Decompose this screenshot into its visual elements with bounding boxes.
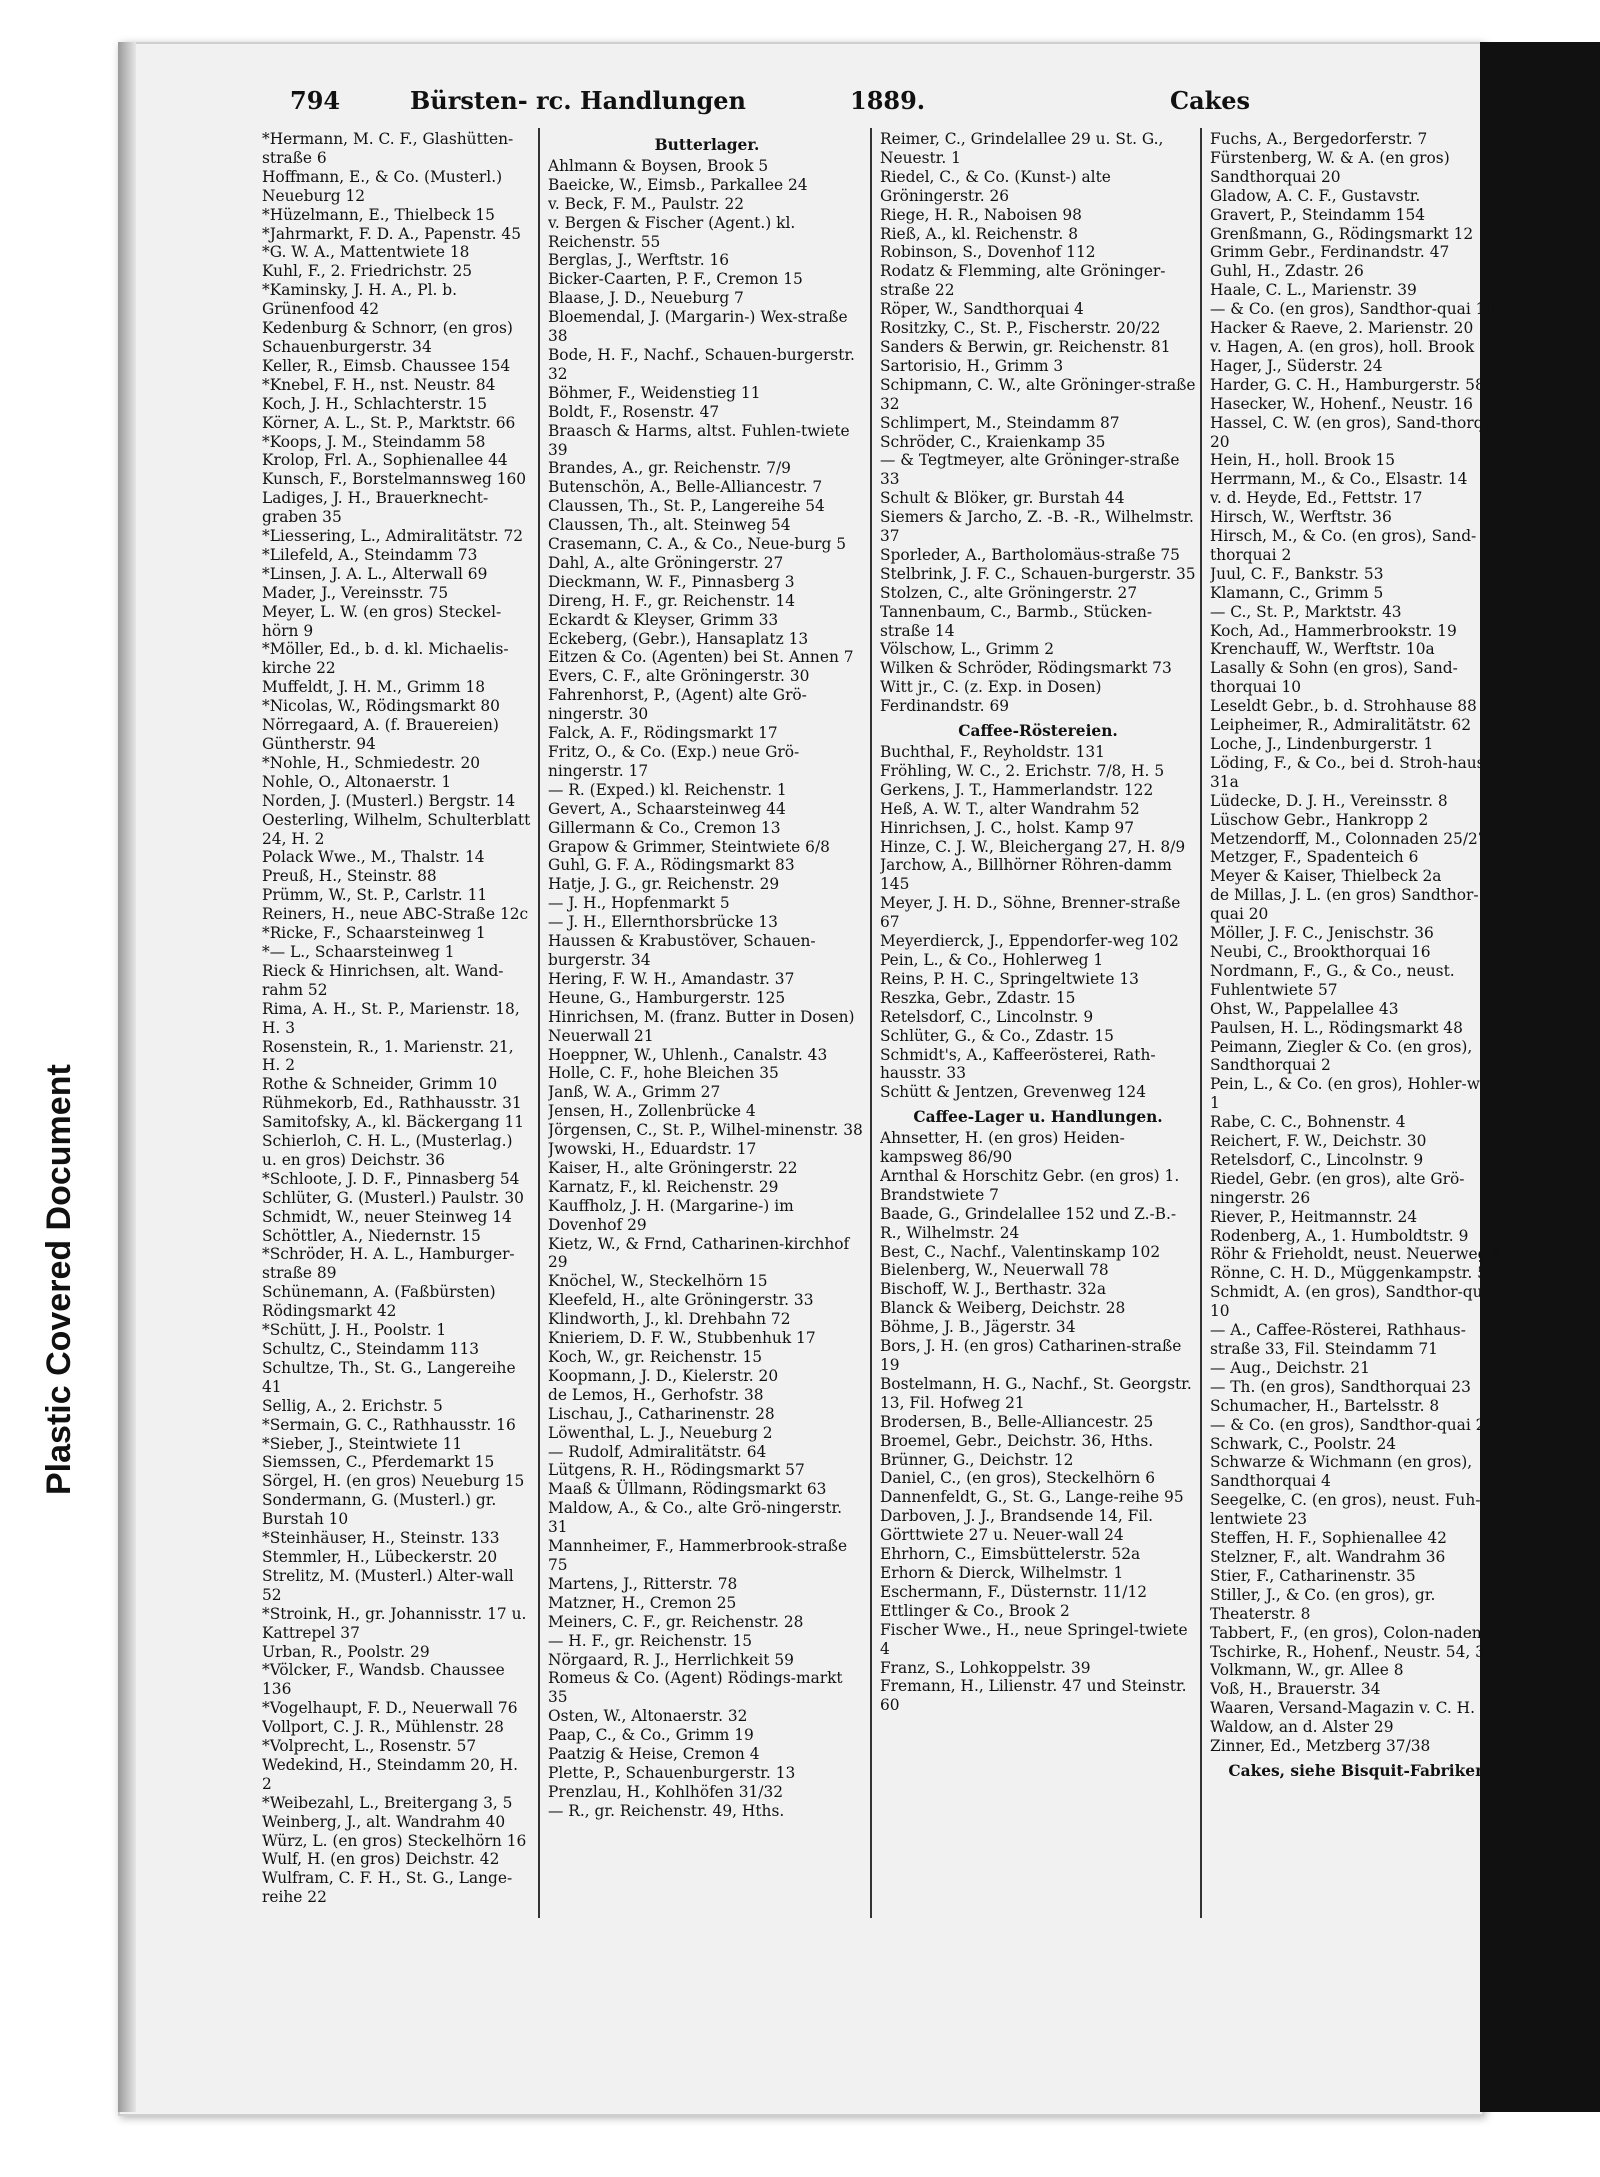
- directory-entry: Sartorisio, H., Grimm 3: [880, 356, 1064, 375]
- directory-entry: Direng, H. F., gr. Reichenstr. 14: [548, 591, 796, 610]
- directory-entry: Hassel, C. W. (en gros), Sand-thorquai 20: [1210, 413, 1508, 451]
- column-1: [262, 130, 532, 1910]
- directory-entry: Rositzky, C., St. P., Fischerstr. 20/22: [880, 319, 1161, 338]
- directory-entry: Schult & Blöker, gr. Burstah 44: [880, 489, 1125, 508]
- directory-entry: Krolop, Frl. A., Sophienallee 44: [262, 451, 508, 470]
- directory-entry: Mader, J., Vereinsstr. 75: [262, 583, 449, 602]
- directory-entry: Erhorn & Dierck, Wilhelmstr. 1: [880, 1563, 1124, 1582]
- directory-entry: Matzner, H., Cremon 25: [548, 1593, 737, 1612]
- directory-entry: Lischau, J., Catharinenstr. 28: [548, 1404, 775, 1423]
- directory-entry: Meyer, J. H. D., Söhne, Brenner-straße 67: [880, 894, 1181, 932]
- directory-entry: Löwenthal, L. J., Neueburg 2: [548, 1423, 773, 1442]
- directory-entry: Ahnsetter, H. (en gros) Heiden-kampsweg 86/90: [880, 1129, 1125, 1167]
- directory-entry: Guhl, G. F. A., Rödingsmarkt 83: [548, 856, 795, 875]
- directory-entry: Herrmann, M., & Co., Elsastr. 14: [1210, 470, 1468, 489]
- directory-entry: Fuchs, A., Bergedorferstr. 7: [1210, 130, 1428, 148]
- directory-entry: Lüdecke, D. J. H., Vereinsstr. 8: [1210, 791, 1448, 810]
- directory-entry: Rieß, A., kl. Reichenstr. 8: [880, 224, 1079, 243]
- directory-entry: Schöttler, A., Niedernstr. 15: [262, 1226, 481, 1245]
- directory-entry: Vollport, C. J. R., Mühlenstr. 28: [262, 1718, 504, 1737]
- directory-entry: Franz, S., Lohkoppelstr. 39: [880, 1658, 1091, 1677]
- directory-entry: Rodenberg, A., 1. Humboldtstr. 9: [1210, 1226, 1469, 1245]
- directory-entry: Broemel, Gebr., Deichstr. 36, Hths.: [880, 1431, 1154, 1450]
- directory-entry: Nordmann, F., G., & Co., neust. Fuhlentwiete 57: [1210, 961, 1455, 999]
- directory-entry: Daniel, C., (en gros), Steckelhörn 6: [880, 1469, 1156, 1488]
- directory-entry: Guhl, H., Zdastr. 26: [1210, 262, 1364, 281]
- directory-entry: Stelzner, F., alt. Wandrahm 36: [1210, 1547, 1446, 1566]
- directory-entry: Crasemann, C. A., & Co., Neue-burg 5: [548, 535, 846, 554]
- directory-entry: Loche, J., Lindenburgerstr. 1: [1210, 735, 1434, 753]
- directory-entry: Fritz, O., & Co. (Exp.) neue Grö-ningerstr. 17: [548, 743, 800, 780]
- directory-entry: *Völcker, F., Wandsb. Chaussee 136: [262, 1661, 505, 1699]
- directory-entry: Rönne, C. H. D., Müggenkampstr. 52: [1210, 1264, 1497, 1283]
- document-side-label: Plastic Covered Document: [40, 1064, 78, 1496]
- directory-entry: Bostelmann, H. G., Nachf., St. Georgstr. 13, Fil. Hofweg 21: [880, 1374, 1192, 1412]
- directory-entry: Berglas, J., Werftstr. 16: [548, 251, 730, 270]
- directory-entry: Gillermann & Co., Cremon 13: [548, 818, 781, 837]
- column-rule: [870, 128, 872, 1918]
- directory-entry: Klamann, C., Grimm 5: [1210, 583, 1384, 602]
- directory-entry: Kaiser, H., alte Gröningerstr. 22: [548, 1158, 798, 1177]
- directory-entry: *Steinhäuser, H., Steinstr. 133: [262, 1529, 500, 1548]
- section-heading: Caffee-Lager u. Handlungen.: [913, 1108, 1163, 1127]
- directory-entry: Schütt & Jentzen, Grevenweg 124: [880, 1083, 1147, 1102]
- directory-entry: Prenzlau, H., Kohlhöfen 31/32: [548, 1782, 784, 1801]
- directory-entry: Brünner, G., Deichstr. 12: [880, 1450, 1074, 1469]
- directory-entry: Baeicke, W., Eimsb., Parkallee 24: [548, 175, 808, 194]
- directory-entry: *Jahrmarkt, F. D. A., Papenstr. 45: [262, 224, 521, 243]
- directory-entry: Hirsch, M., & Co. (en gros), Sand-thorquai 2: [1210, 527, 1477, 564]
- directory-entry: Harder, G. C. H., Hamburgerstr. 58: [1210, 375, 1485, 394]
- directory-entry: Riege, H. R., Naboisen 98: [880, 205, 1082, 224]
- directory-entry: Schlimpert, M., Steindamm 87: [880, 413, 1120, 432]
- directory-entry: Mannheimer, F., Hammerbrook-straße 75: [548, 1537, 848, 1574]
- directory-entry: Böhmer, F., Weidenstieg 11: [548, 383, 761, 402]
- directory-entry: Fischer Wwe., H., neue Springel-twiete 4: [880, 1620, 1188, 1658]
- directory-entry: Hatje, J. G., gr. Reichenstr. 29: [548, 875, 780, 894]
- directory-entry: Rieck & Hinrichsen, alt. Wand-rahm 52: [262, 961, 504, 999]
- directory-entry: Witt jr., C. (z. Exp. in Dosen) Ferdinandstr. 69: [880, 678, 1102, 716]
- directory-entry: Siemssen, C., Pferdemarkt 15: [262, 1453, 495, 1472]
- directory-entry: Peimann, Ziegler & Co. (en gros), Sandthorquai 2: [1210, 1037, 1473, 1075]
- directory-entry: Paatzig & Heise, Cremon 4: [548, 1745, 760, 1764]
- directory-entry: Schröder, C., Kraienkamp 35: [880, 432, 1106, 451]
- directory-entry: Evers, C. F., alte Gröningerstr. 30: [548, 667, 810, 686]
- directory-entry: — & Tegtmeyer, alte Gröninger-straße 33: [880, 451, 1180, 489]
- directory-entry: Kuhl, F., 2. Friedrichstr. 25: [262, 262, 473, 281]
- directory-entry: Osten, W., Altonaerstr. 32: [548, 1707, 748, 1726]
- directory-entry: Riedel, C., & Co. (Kunst-) alte Gröningerstr. 26: [880, 167, 1111, 205]
- directory-entry: Ettlinger & Co., Brook 2: [880, 1601, 1070, 1620]
- directory-entry: Arnthal & Horschitz Gebr. (en gros) 1. Brandstwiete 7: [880, 1166, 1180, 1204]
- directory-entry: v. d. Heyde, Ed., Fettstr. 17: [1210, 489, 1423, 508]
- directory-entry: Ladiges, J. H., Brauerknecht-graben 35: [262, 489, 489, 527]
- directory-entry: Metzendorff, M., Colonnaden 25/27: [1210, 829, 1488, 848]
- directory-entry: Schultz, C., Steindamm 113: [262, 1340, 480, 1358]
- directory-entry: de Millas, J. L. (en gros) Sandthor-quai 20: [1210, 886, 1479, 924]
- directory-entry: Rothe & Schneider, Grimm 10: [262, 1075, 498, 1094]
- directory-entry: *Nicolas, W., Rödingsmarkt 80: [262, 697, 500, 716]
- directory-entry: Polack Wwe., M., Thalstr. 14: [262, 848, 485, 867]
- page-spine: [118, 42, 136, 2112]
- directory-entry: Sondermann, G. (Musterl.) gr. Burstah 10: [262, 1491, 497, 1529]
- directory-entry: Schmidt, W., neuer Steinweg 14: [262, 1207, 512, 1226]
- directory-entry: — J. H., Hopfenmarkt 5: [548, 894, 730, 913]
- directory-entry: *Stroink, H., gr. Johannisstr. 17 u. Kattrepel 37: [262, 1604, 527, 1642]
- directory-entry: Holle, C. F., hohe Bleichen 35: [548, 1064, 779, 1083]
- directory-entry: v. Beck, F. M., Paulstr. 22: [548, 194, 745, 213]
- directory-entry: Wedekind, H., Steindamm 20, H. 2: [262, 1755, 518, 1793]
- directory-entry: Hoeppner, W., Uhlenh., Canalstr. 43: [548, 1045, 828, 1064]
- directory-entry: Rosenstein, R., 1. Marienstr. 21, H. 2: [262, 1037, 514, 1075]
- directory-entry: — C., St. P., Marktstr. 43: [1210, 602, 1402, 621]
- directory-entry: Retelsdorf, C., Lincolnstr. 9: [1210, 1150, 1424, 1169]
- directory-entry: *Volprecht, L., Rosenstr. 57: [262, 1737, 477, 1756]
- directory-entry: Volkmann, W., gr. Allee 8: [1210, 1661, 1404, 1680]
- directory-entry: Eschermann, F., Düsternstr. 11/12: [880, 1582, 1148, 1601]
- directory-entry: Bode, H. F., Nachf., Schauen-burgerstr. 32: [548, 345, 855, 383]
- page-header: [290, 86, 1410, 126]
- directory-entry: Eitzen & Co. (Agenten) bei St. Annen 7: [548, 648, 854, 667]
- directory-entry: *Hüzelmann, E., Thielbeck 15: [262, 205, 495, 224]
- directory-entry: *Nohle, H., Schmiedestr. 20: [262, 753, 481, 772]
- directory-entry: *Möller, Ed., b. d. kl. Michaelis-kirche 22: [262, 640, 509, 678]
- directory-entry: Bicker-Caarten, P. F., Cremon 15: [548, 270, 803, 289]
- directory-entry: Reichert, F. W., Deichstr. 30: [1210, 1132, 1427, 1151]
- directory-entry: — J. H., Ellernthorsbrücke 13: [548, 913, 778, 932]
- directory-entry: *Vogelhaupt, F. D., Neuerwall 76: [262, 1699, 518, 1718]
- directory-entry: Böhme, J. B., Jägerstr. 34: [880, 1318, 1076, 1337]
- directory-entry: Hinrichsen, J. C., holst. Kamp 97: [880, 818, 1134, 837]
- directory-entry: Jwowski, H., Eduardstr. 17: [548, 1140, 757, 1159]
- directory-entry: Falck, A. F., Rödingsmarkt 17: [548, 724, 778, 743]
- directory-entry: Fürstenberg, W. & A. (en gros) Sandthorquai 20: [1210, 148, 1450, 186]
- directory-entry: Meyer & Kaiser, Thielbeck 2a: [1210, 867, 1442, 886]
- directory-entry: Gravert, P., Steindamm 154: [1210, 205, 1426, 224]
- directory-entry: Sellig, A., 2. Erichstr. 5: [262, 1396, 443, 1415]
- directory-entry: Siemers & Jarcho, Z. -B. -R., Wilhelmstr. 37: [880, 508, 1194, 546]
- directory-entry: Ahlmann & Boysen, Brook 5: [548, 156, 769, 175]
- directory-entry: Schwarze & Wichmann (en gros), Sandthorquai 4: [1210, 1453, 1473, 1491]
- directory-entry: Waaren, Versand-Magazin v. C. H. Waldow, an d. Alster 29: [1210, 1699, 1475, 1737]
- directory-entry: Karnatz, F., kl. Reichenstr. 29: [548, 1177, 779, 1196]
- directory-entry: Völschow, L., Grimm 2: [880, 640, 1055, 659]
- directory-entry: Braasch & Harms, altst. Fuhlen-twiete 39: [548, 421, 850, 459]
- directory-entry: Krenchauff, W., Werftstr. 10a: [1210, 640, 1435, 659]
- directory-entry: Claussen, Th., alt. Steinweg 54: [548, 516, 791, 535]
- directory-entry: Hoffmann, E., & Co. (Musterl.) Neueburg 12: [262, 167, 503, 205]
- directory-entry: Riedel, Gebr. (en gros), alte Grö-ningerstr. 26: [1210, 1169, 1465, 1207]
- directory-entry: Hering, F. W. H., Amandastr. 37: [548, 969, 795, 988]
- directory-entry: v. Hagen, A. (en gros), holl. Brook 24: [1210, 337, 1499, 356]
- directory-entry: Butenschön, A., Belle-Alliancestr. 7: [548, 478, 823, 497]
- directory-entry: Retelsdorf, C., Lincolnstr. 9: [880, 1007, 1094, 1026]
- directory-entry: v. Bergen & Fischer (Agent.) kl. Reichenstr. 55: [548, 213, 796, 251]
- directory-entry: Metzger, F., Spadenteich 6: [1210, 848, 1419, 867]
- directory-entry: Heß, A. W. T., alter Wandrahm 52: [880, 799, 1140, 818]
- directory-entry: Martens, J., Ritterstr. 78: [548, 1574, 738, 1593]
- directory-entry: Stiller, J., & Co. (en gros), gr. Theaterstr. 8: [1210, 1585, 1436, 1623]
- directory-entry: Jensen, H., Zollenbrücke 4: [548, 1102, 756, 1121]
- directory-entry: Kedenburg & Schnorr, (en gros) Schauenburgerstr. 34: [262, 319, 513, 356]
- directory-entry: — Th. (en gros), Sandthorquai 23: [1210, 1377, 1471, 1396]
- directory-entry: Haale, C. L., Marienstr. 39: [1210, 281, 1417, 300]
- directory-entry: Gladow, A. C. F., Gustavstr.: [1210, 186, 1421, 205]
- directory-entry: Robinson, S., Dovenhof 112: [880, 243, 1096, 262]
- directory-entry: *Liessering, L., Admiralitätstr. 72: [262, 527, 524, 546]
- section-heading: Butterlager.: [654, 136, 760, 154]
- directory-entry: Kleefeld, H., alte Gröningerstr. 33: [548, 1291, 814, 1310]
- directory-entry: Schmidt, A. (en gros), Sandthor-quai 10: [1210, 1283, 1497, 1321]
- directory-entry: Claussen, Th., St. P., Langereihe 54: [548, 497, 825, 516]
- directory-entry: Voß, H., Brauerstr. 34: [1210, 1680, 1381, 1699]
- directory-entry: Hacker & Raeve, 2. Marienstr. 20: [1210, 319, 1474, 338]
- directory-entry: Lasally & Sohn (en gros), Sand-thorquai 10: [1210, 659, 1458, 697]
- directory-entry: *Kaminsky, J. H. A., Pl. b. Grünenfood 42: [262, 281, 458, 319]
- directory-entry: Grimm Gebr., Ferdinandstr. 47: [1210, 243, 1450, 262]
- section-title: Bürsten- rc. Handlungen: [410, 86, 746, 115]
- directory-entry: Sörgel, H. (en gros) Neueburg 15: [262, 1472, 525, 1491]
- directory-entry: Schierloh, C. H. L., (Musterlag.) u. en gros) Deichstr. 36: [262, 1132, 513, 1169]
- directory-entry: Leseldt Gebr., b. d. Strohhause 88: [1210, 697, 1477, 716]
- directory-entry: Sporleder, A., Bartholomäus-straße 75: [880, 545, 1180, 564]
- directory-entry: Lütgens, R. H., Rödingsmarkt 57: [548, 1461, 805, 1480]
- directory-entry: Sanders & Berwin, gr. Reichenstr. 81: [880, 337, 1171, 356]
- directory-entry: Stelbrink, J. F. C., Schauen-burgerstr. 35: [880, 564, 1196, 583]
- directory-entry: Muffeldt, J. H. M., Grimm 18: [262, 678, 486, 697]
- directory-entry: Bischoff, W. J., Berthastr. 32a: [880, 1280, 1107, 1299]
- directory-entry: Grapow & Grimmer, Steintwiete 6/8: [548, 837, 830, 856]
- directory-entry: Ehrhorn, C., Eimsbüttelerstr. 52a: [880, 1545, 1141, 1564]
- directory-entry: Blanck & Weiberg, Deichstr. 28: [880, 1299, 1126, 1318]
- directory-entry: Haussen & Krabustöver, Schauen-burgerstr. 34: [548, 932, 816, 969]
- directory-entry: Reimer, C., Grindelallee 29 u. St. G., Neuestr. 1: [880, 130, 1164, 167]
- directory-entry: Hasecker, W., Hohenf., Neustr. 16: [1210, 394, 1473, 413]
- directory-entry: *G. W. A., Mattentwiete 18: [262, 243, 470, 262]
- directory-entry: Reins, P. H. C., Springeltwiete 13: [880, 969, 1139, 988]
- directory-entry: Preuß, H., Steinstr. 88: [262, 867, 437, 886]
- directory-entry: Röper, W., Sandthorquai 4: [880, 300, 1084, 319]
- directory-entry: Nörgaard, R. J., Herrlichkeit 59: [548, 1650, 794, 1669]
- directory-entry: Jarchow, A., Billhörner Röhren-damm 145: [880, 856, 1172, 894]
- directory-entry: Koch, Ad., Hammerbrookstr. 19: [1210, 621, 1457, 640]
- directory-entry: Bielenberg, W., Neuerwall 78: [880, 1261, 1109, 1280]
- directory-entry: Wilken & Schröder, Rödingsmarkt 73: [880, 659, 1172, 678]
- directory-entry: Hinrichsen, M. (franz. Butter in Dosen) Neuerwall 21: [548, 1007, 855, 1045]
- directory-entry: Gevert, A., Schaarsteinweg 44: [548, 799, 786, 818]
- directory-entry: Juul, C. F., Bankstr. 53: [1210, 564, 1384, 583]
- directory-entry: Bloemendal, J. (Margarin-) Wex-straße 38: [548, 308, 848, 346]
- directory-entry: Nörregaard, A. (f. Brauereien) Güntherstr. 94: [262, 716, 499, 753]
- directory-entry: *Knebel, F. H., nst. Neustr. 84: [262, 375, 496, 394]
- directory-entry: Röhr & Frieholdt, neust. Neuerweg 4: [1210, 1245, 1503, 1264]
- directory-entry: Schumacher, H., Bartelsstr. 8: [1210, 1396, 1440, 1415]
- directory-entry: Gerkens, J. T., Hammerlandstr. 122: [880, 780, 1154, 799]
- directory-entry: — R., gr. Reichenstr. 49, Hths.: [548, 1801, 785, 1820]
- directory-entry: Hein, H., holl. Brook 15: [1210, 451, 1396, 470]
- cross-reference: Cakes, siehe Bisquit-Fabriken.: [1228, 1761, 1492, 1780]
- directory-entry: Seegelke, C. (en gros), neust. Fuh-lentwiete 23: [1210, 1491, 1481, 1529]
- directory-entry: Stemmler, H., Lübeckerstr. 20: [262, 1547, 498, 1566]
- directory-entry: — H. F., gr. Reichenstr. 15: [548, 1631, 753, 1650]
- directory-entry: Stier, F., Catharinenstr. 35: [1210, 1566, 1416, 1585]
- directory-entry: Wulfram, C. F. H., St. G., Lange-reihe 22: [262, 1869, 513, 1907]
- column-2: [548, 130, 866, 1910]
- directory-entry: Neubi, C., Brookthorquai 16: [1210, 942, 1431, 961]
- directory-entry: Hinze, C. J. W., Bleichergang 27, H. 8/9: [880, 837, 1186, 856]
- directory-entry: Riever, P., Heitmannstr. 24: [1210, 1207, 1418, 1226]
- directory-entry: Kietz, W., & Frnd, Catharinen-kirchhof 29: [548, 1234, 850, 1272]
- directory-entry: *Koops, J. M., Steindamm 58: [262, 432, 486, 451]
- directory-entry: Eckeberg, (Gebr.), Hansaplatz 13: [548, 629, 809, 648]
- directory-entry: Tabbert, F., (en gros), Colon-naden 36: [1210, 1623, 1507, 1642]
- directory-entry: *Hermann, M. C. F., Glashütten-straße 6: [262, 130, 514, 167]
- directory-entry: *Linsen, J. A. L., Alterwall 69: [262, 564, 488, 583]
- directory-entry: Löding, F., & Co., bei d. Stroh-hause 31a: [1210, 753, 1494, 791]
- directory-entry: *Lilefeld, A., Steindamm 73: [262, 545, 478, 564]
- directory-entry: Brodersen, B., Belle-Alliancestr. 25: [880, 1412, 1154, 1431]
- directory-entry: Reszka, Gebr., Zdastr. 15: [880, 988, 1076, 1007]
- directory-entry: Nohle, O., Altonaerstr. 1: [262, 772, 452, 791]
- directory-entry: Hager, J., Süderstr. 24: [1210, 356, 1383, 375]
- directory-entry: Grenßmann, G., Rödingsmarkt 12: [1210, 224, 1474, 243]
- directory-entry: Fröhling, W. C., 2. Erichstr. 7/8, H. 5: [880, 761, 1165, 780]
- directory-entry: *Schütt, J. H., Poolstr. 1: [262, 1321, 447, 1340]
- directory-entry: Darboven, J. J., Brandsende 14, Fil. Görttwiete 27 u. Neuer-wall 24: [880, 1507, 1154, 1545]
- directory-entry: Rühmekorb, Ed., Rathhausstr. 31: [262, 1094, 522, 1113]
- directory-entry: — R. (Exped.) kl. Reichenstr. 1: [548, 780, 787, 799]
- directory-entry: Stolzen, C., alte Gröningerstr. 27: [880, 583, 1138, 602]
- directory-entry: Rabe, C. C., Bohnenstr. 4: [1210, 1113, 1406, 1132]
- directory-entry: Tannenbaum, C., Barmb., Stücken-straße 14: [880, 602, 1153, 640]
- directory-entry: Dahl, A., alte Gröningerstr. 27: [548, 553, 784, 572]
- directory-entry: Würz, L. (en gros) Steckelhörn 16: [262, 1831, 527, 1850]
- directory-entry: Schwark, C., Poolstr. 24: [1210, 1434, 1397, 1453]
- directory-entry: Baade, G., Grindelallee 152 und Z.-B.-R., Wilhelmstr. 24: [880, 1204, 1177, 1242]
- directory-entry: Buchthal, F., Reyholdstr. 131: [880, 743, 1105, 761]
- column-rule: [538, 128, 540, 1918]
- directory-entry: — & Co. (en gros), Sandthor-quai 27: [1210, 1415, 1496, 1434]
- directory-entry: Schlüter, G., & Co., Zdastr. 15: [880, 1026, 1114, 1045]
- directory-entry: Dieckmann, W. F., Pinnasberg 3: [548, 572, 795, 591]
- directory-entry: Schmidt's, A., Kaffeerösterei, Rath-hausstr. 33: [880, 1045, 1156, 1083]
- directory-entry: *— L., Schaarsteinweg 1: [262, 942, 455, 961]
- year: 1889.: [850, 86, 926, 115]
- directory-entry: *Schröder, H. A. L., Hamburger-straße 89: [262, 1245, 515, 1283]
- directory-entry: *Weibezahl, L., Breitergang 3, 5: [262, 1793, 513, 1812]
- directory-entry: Koch, J. H., Schlachterstr. 15: [262, 394, 487, 413]
- directory-entry: Leipheimer, R., Admiralitätstr. 62: [1210, 716, 1471, 735]
- directory-entry: Norden, J. (Musterl.) Bergstr. 14: [262, 791, 516, 810]
- directory-entry: Romeus & Co. (Agent) Rödings-markt 35: [548, 1669, 843, 1707]
- directory-entry: de Lemos, H., Gerhofstr. 38: [548, 1385, 764, 1404]
- directory-entry: Wulf, H. (en gros) Deichstr. 42: [262, 1850, 500, 1869]
- column-rule: [1200, 128, 1202, 1918]
- directory-entry: Paap, C., & Co., Grimm 19: [548, 1726, 754, 1745]
- directory-entry: Blaase, J. D., Neueburg 7: [548, 289, 744, 308]
- directory-entry: Jörgensen, C., St. P., Wilhel-minenstr. 38: [548, 1121, 863, 1140]
- section-heading: Caffee-Röstereien.: [958, 722, 1118, 741]
- directory-entry: Fahrenhorst, P., (Agent) alte Grö-ningerstr. 30: [548, 686, 807, 724]
- running-head: Cakes: [1170, 86, 1251, 115]
- directory-entry: Schünemann, A. (Faßbürsten) Rödingsmarkt 42: [262, 1283, 496, 1321]
- directory-entry: Knöchel, W., Steckelhörn 15: [548, 1272, 768, 1291]
- directory-entry: Schipmann, C. W., alte Gröninger-straße 32: [880, 375, 1196, 413]
- directory-entry: Paulsen, H. L., Rödingsmarkt 48: [1210, 1018, 1463, 1037]
- directory-entry: Kauffholz, J. H. (Margarine-) im Dovenhof 29: [548, 1196, 794, 1234]
- page-number: 794: [290, 86, 341, 115]
- column-4: [1210, 130, 1510, 1910]
- directory-entry: — & Co. (en gros), Sandthor-quai 10: [1210, 300, 1496, 319]
- directory-entry: — Aug., Deichstr. 21: [1210, 1358, 1370, 1377]
- directory-entry: Rodatz & Flemming, alte Gröninger-straße 22: [880, 262, 1166, 300]
- directory-entry: Best, C., Nachf., Valentinskamp 102: [880, 1242, 1161, 1261]
- directory-entry: Brandes, A., gr. Reichenstr. 7/9: [548, 459, 791, 478]
- directory-entry: Pein, L., & Co. (en gros), Hohler-weg 1: [1210, 1075, 1499, 1113]
- directory-entry: Samitofsky, A., kl. Bäckergang 11: [262, 1113, 525, 1132]
- directory-entry: Weinberg, J., alt. Wandrahm 40: [262, 1812, 506, 1831]
- directory-entry: Kunsch, F., Borstelmannsweg 160: [262, 470, 527, 489]
- directory-entry: *Schloote, J. D. F., Pinnasberg 54: [262, 1169, 520, 1188]
- directory-entry: Ohst, W., Pappelallee 43: [1210, 999, 1399, 1018]
- directory-entry: Meyerdierck, J., Eppendorfer-weg 102: [880, 932, 1179, 951]
- directory-entry: Meyer, L. W. (en gros) Steckel-hörn 9: [262, 602, 502, 640]
- directory-entry: Bors, J. H. (en gros) Catharinen-straße 19: [880, 1337, 1182, 1374]
- directory-entry: Strelitz, M. (Musterl.) Alter-wall 52: [262, 1566, 514, 1604]
- directory-entry: Boldt, F., Rosenstr. 47: [548, 402, 720, 421]
- directory-entry: Meiners, C. F., gr. Reichenstr. 28: [548, 1612, 804, 1631]
- directory-entry: Körner, A. L., St. P., Marktstr. 66: [262, 413, 516, 432]
- directory-entry: — A., Caffee-Rösterei, Rathhaus-straße 33, Fil. Steindamm 71: [1210, 1321, 1466, 1358]
- directory-entry: Maaß & Üllmann, Rödingsmarkt 63: [548, 1480, 827, 1499]
- directory-entry: Knieriem, D. F. W., Stubbenhuk 17: [548, 1329, 816, 1348]
- directory-entry: Fremann, H., Lilienstr. 47 und Steinstr. 60: [880, 1677, 1187, 1715]
- directory-entry: *Sermain, G. C., Rathhausstr. 16: [262, 1415, 516, 1434]
- directory-entry: Reiners, H., neue ABC-Straße 12c: [262, 905, 529, 924]
- directory-entry: Rima, A. H., St. P., Marienstr. 18, H. 3: [262, 999, 520, 1037]
- directory-entry: Eckardt & Kleyser, Grimm 33: [548, 610, 779, 629]
- directory-entry: Oesterling, Wilhelm, Schulterblatt 24, H. 2: [262, 810, 531, 848]
- directory-entry: *Ricke, F., Schaarsteinweg 1: [262, 924, 486, 943]
- directory-entry: Koopmann, J. D., Kielerstr. 20: [548, 1366, 779, 1385]
- directory-entry: Steffen, H. F., Sophienallee 42: [1210, 1529, 1447, 1548]
- directory-entry: Hirsch, W., Werftstr. 36: [1210, 508, 1392, 527]
- directory-entry: Janß, W. A., Grimm 27: [548, 1083, 721, 1102]
- directory-entry: Schlüter, G. (Musterl.) Paulstr. 30: [262, 1188, 524, 1207]
- directory-entry: Plette, P., Schauenburgerstr. 13: [548, 1763, 796, 1782]
- directory-entry: Koch, W., gr. Reichenstr. 15: [548, 1348, 763, 1366]
- directory-entry: Heune, G., Hamburgerstr. 125: [548, 988, 786, 1007]
- directory-entry: *Sieber, J., Steintwiete 11: [262, 1434, 463, 1453]
- directory-entry: Dannenfeldt, G., St. G., Lange-reihe 95: [880, 1488, 1184, 1507]
- directory-entry: Schultze, Th., St. G., Langereihe 41: [262, 1358, 516, 1396]
- column-3: [880, 130, 1196, 1910]
- directory-entry: Maldow, A., & Co., alte Grö-ningerstr. 31: [548, 1499, 843, 1537]
- directory-entry: Urban, R., Poolstr. 29: [262, 1642, 430, 1661]
- directory-entry: Klindworth, J., kl. Drehbahn 72: [548, 1310, 791, 1329]
- directory-entry: Pein, L., & Co., Hohlerweg 1: [880, 950, 1104, 969]
- directory-entry: Keller, R., Eimsb. Chaussee 154: [262, 356, 511, 375]
- directory-entry: Möller, J. F. C., Jenischstr. 36: [1210, 924, 1434, 943]
- directory-entry: Prümm, W., St. P., Carlstr. 11: [262, 886, 488, 905]
- directory-entry: Lüschow Gebr., Hankropp 2: [1210, 810, 1429, 829]
- directory-entry: Tschirke, R., Hohenf., Neustr. 54, 37: [1210, 1642, 1495, 1661]
- directory-entry: Zinner, Ed., Metzberg 37/38: [1210, 1737, 1431, 1756]
- directory-entry: — Rudolf, Admiralitätstr. 64: [548, 1442, 767, 1461]
